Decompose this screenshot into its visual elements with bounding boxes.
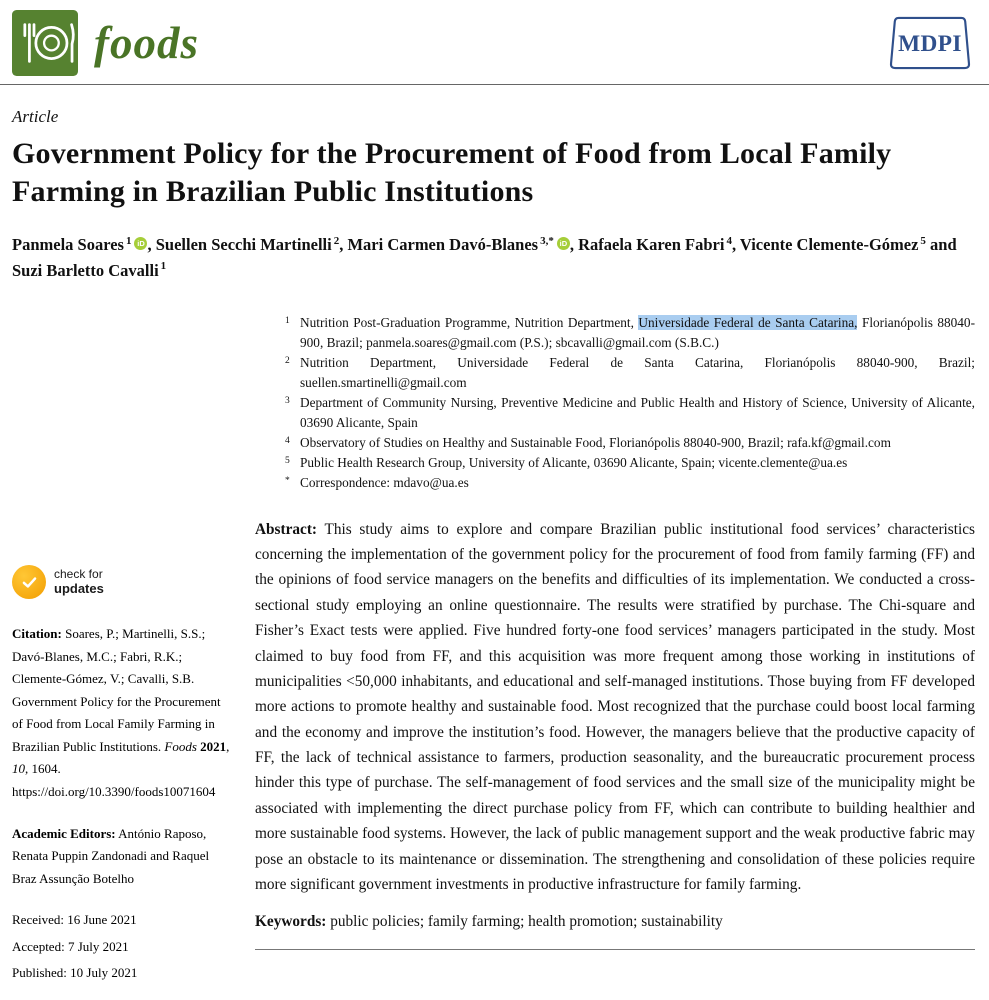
affiliation-correspondence: Correspondence: mdavo@ua.es	[300, 474, 469, 490]
history-dates	[12, 910, 233, 983]
author-separator: ,	[569, 235, 579, 254]
affiliation-marker: 1	[285, 316, 290, 327]
date-value: 7 July 2021	[67, 938, 129, 954]
keywords-text: public policies; family farming; health promotion; sustainability	[330, 913, 723, 931]
affiliation-item	[285, 393, 975, 433]
author-name: Suellen Secchi Martinelli	[155, 235, 332, 254]
affiliation-text: Observatory of Studies on Healthy and Sustainable Food, Florianópolis 88040-900, Brazil; rafa.kf@gmail.com	[300, 434, 891, 450]
author	[12, 261, 166, 280]
mdpi-badge-icon	[887, 12, 973, 74]
journal-logo-link[interactable]	[12, 10, 199, 76]
badge-line1: check for	[54, 566, 103, 581]
academic-editors	[12, 823, 233, 890]
citation-body: Soares, P.; Martinelli, S.S.; Davó-Blanes, M.C.; Fabri, R.K.; Clemente-Gómez, V.; Cavalli, S.B. Government Policy for the Procurement of Food from Local Family Farming in Brazilian Public Institutions.	[12, 626, 221, 754]
abstract-label: Abstract:	[255, 520, 318, 538]
badge-text	[54, 568, 104, 597]
date-value: 10 July 2021	[70, 965, 138, 981]
citation-doi-link[interactable]: https://doi.org/10.3390/foods10071604	[12, 783, 216, 799]
article-title: Government Policy for the Procurement of Food from Local Family Farming in Brazilian Public Institutions	[12, 137, 892, 208]
author	[740, 235, 957, 254]
author-superscript: 2	[333, 234, 340, 247]
affiliation-text: Department of Community Nursing, Preventive Medicine and Public Health and History of Science, University of Alicante, 03690 Alicante, Spain	[300, 394, 975, 430]
date-label: Published:	[12, 965, 67, 981]
affiliation-marker: 2	[285, 356, 290, 366]
checkmark-circle-icon	[12, 565, 46, 599]
affiliation-item	[285, 433, 975, 453]
affiliation-item	[285, 313, 975, 353]
author-superscript: 1	[125, 234, 132, 247]
foods-logo-icon	[12, 10, 78, 76]
affiliation-item	[285, 353, 975, 393]
author-name: Mari Carmen Davó-Blanes	[347, 235, 539, 254]
author-name: Rafaela Karen Fabri	[578, 235, 725, 254]
author	[156, 235, 348, 254]
author-superscript: 1	[160, 260, 167, 273]
check-for-updates-badge[interactable]	[12, 565, 104, 599]
citation-pages: , 1604.	[25, 761, 61, 777]
editors-names: António Raposo, Renata Puppin Zandonadi and Raquel Braz Assunção Botelho	[12, 826, 210, 886]
affiliation-marker: 4	[285, 435, 290, 446]
editors-label: Academic Editors:	[12, 826, 116, 841]
date-value: 16 June 2021	[67, 912, 137, 928]
author-superscript: 4	[726, 234, 732, 247]
author-separator: ,	[147, 235, 156, 254]
author-separator: ,	[731, 235, 740, 254]
affiliation-text: Nutrition Department, Universidade Federal de Santa Catarina, Florianópolis 88040-900, Brazil; suellen.smartinelli@gmail.com	[300, 355, 975, 390]
author-name: Vicente Clemente-Gómez	[739, 235, 919, 254]
author-superscript: 5	[920, 234, 926, 247]
abstract-section	[255, 517, 975, 898]
keywords-section	[255, 910, 975, 934]
article-type-label: Article	[12, 107, 59, 126]
abstract-text: This study aims to explore and compare Brazilian public institutional food services’ characteristics concerning the implementation of the government policy for the procurement of food from family farming (FF) and the opinions of food service managers on the benefits and difficulties of its implementation. We conducted a cross-sectional study employing an online questionnaire. The results were stratified by purchase. The Chi-square and Fisher’s Exact tests were applied. Five hundred forty-one food services’ managers participated in the study. Most claimed to buy food from FF, and this acquisition was more frequent among those working in institutions of municipalities <50,000 inhabitants, and educational and self-managed institutions. Those buying from FF developed more actions to promote healthy and sustainable food. Most recognized that the purchase could boost local farming and the economy and improve the institution’s food. However, the managers believe that the productive capacity of FF, the lack of technical assistance to farmers, production seasonality, and the bureaucratic procurement process hinder this type of purchase. The self-management of food services and the small size of the municipality might be associated with implementing the direct purchase policy from FF, which can contribute to building healthier and more sustainable food systems. However, the lack of public management support and the weak productive fabric may pose an obstacle to its maintenance or dissemination. The strengthening and consolidation of these policies require more significant government investments in productive infrastructure for family farming.	[255, 520, 975, 894]
citation-year: 2021	[200, 738, 227, 754]
author	[347, 235, 578, 254]
orcid-icon[interactable]: iD	[134, 237, 147, 250]
author-name: Panmela Soares	[12, 235, 124, 254]
selection-highlight: Universidade Federal de Santa Catarina,	[638, 315, 858, 331]
journal-name: foods	[94, 18, 199, 68]
affiliation-marker: 5	[285, 455, 290, 466]
body-columns	[0, 313, 989, 990]
main-column	[243, 313, 989, 950]
affiliation-list	[285, 313, 975, 492]
author-list	[12, 232, 969, 283]
journal-header	[0, 0, 989, 76]
header-divider	[0, 84, 989, 85]
affiliation-text: Public Health Research Group, University of Alicante, 03690 Alicante, Spain; vicente.clemente@ua.es	[300, 454, 848, 470]
orcid-icon[interactable]: iD	[557, 237, 570, 250]
affiliation-text-segment: Nutrition Post-Graduation Programme, Nutrition Department,	[300, 315, 639, 331]
affiliation-marker: *	[285, 475, 290, 486]
citation-separator: ,	[226, 738, 230, 754]
author-superscript: 3,*	[540, 234, 554, 247]
keywords-label: Keywords:	[255, 913, 327, 931]
citation-label: Citation:	[12, 626, 62, 642]
date-published	[12, 963, 233, 983]
date-received	[12, 910, 233, 930]
citation-journal: Foods	[164, 738, 197, 754]
affiliation-item	[285, 473, 975, 493]
affiliation-marker: 3	[285, 395, 290, 406]
footer-divider	[255, 949, 975, 950]
affiliation-text-segment: Florianópolis 88040-900, Brazil; panmela.soares@gmail.com (P.S.); sbcavalli@gmail.com (S.B.C.)	[300, 315, 975, 351]
mdpi-wordmark: MDPI	[898, 31, 962, 58]
sidebar	[0, 313, 243, 990]
author	[578, 235, 740, 254]
citation-volume: 10	[12, 761, 25, 777]
badge-line2: updates	[54, 580, 104, 596]
date-accepted	[12, 937, 233, 957]
affiliation-item	[285, 453, 975, 473]
author-name: Suzi Barletto Cavalli	[12, 260, 159, 280]
affiliation-text	[300, 313, 975, 353]
date-label: Received:	[12, 912, 64, 928]
date-label: Accepted:	[12, 938, 65, 954]
author	[12, 235, 156, 254]
mdpi-logo[interactable]	[887, 10, 973, 74]
author-separator: ,	[339, 235, 348, 254]
citation-block	[12, 623, 233, 803]
author-separator: and	[925, 235, 957, 254]
